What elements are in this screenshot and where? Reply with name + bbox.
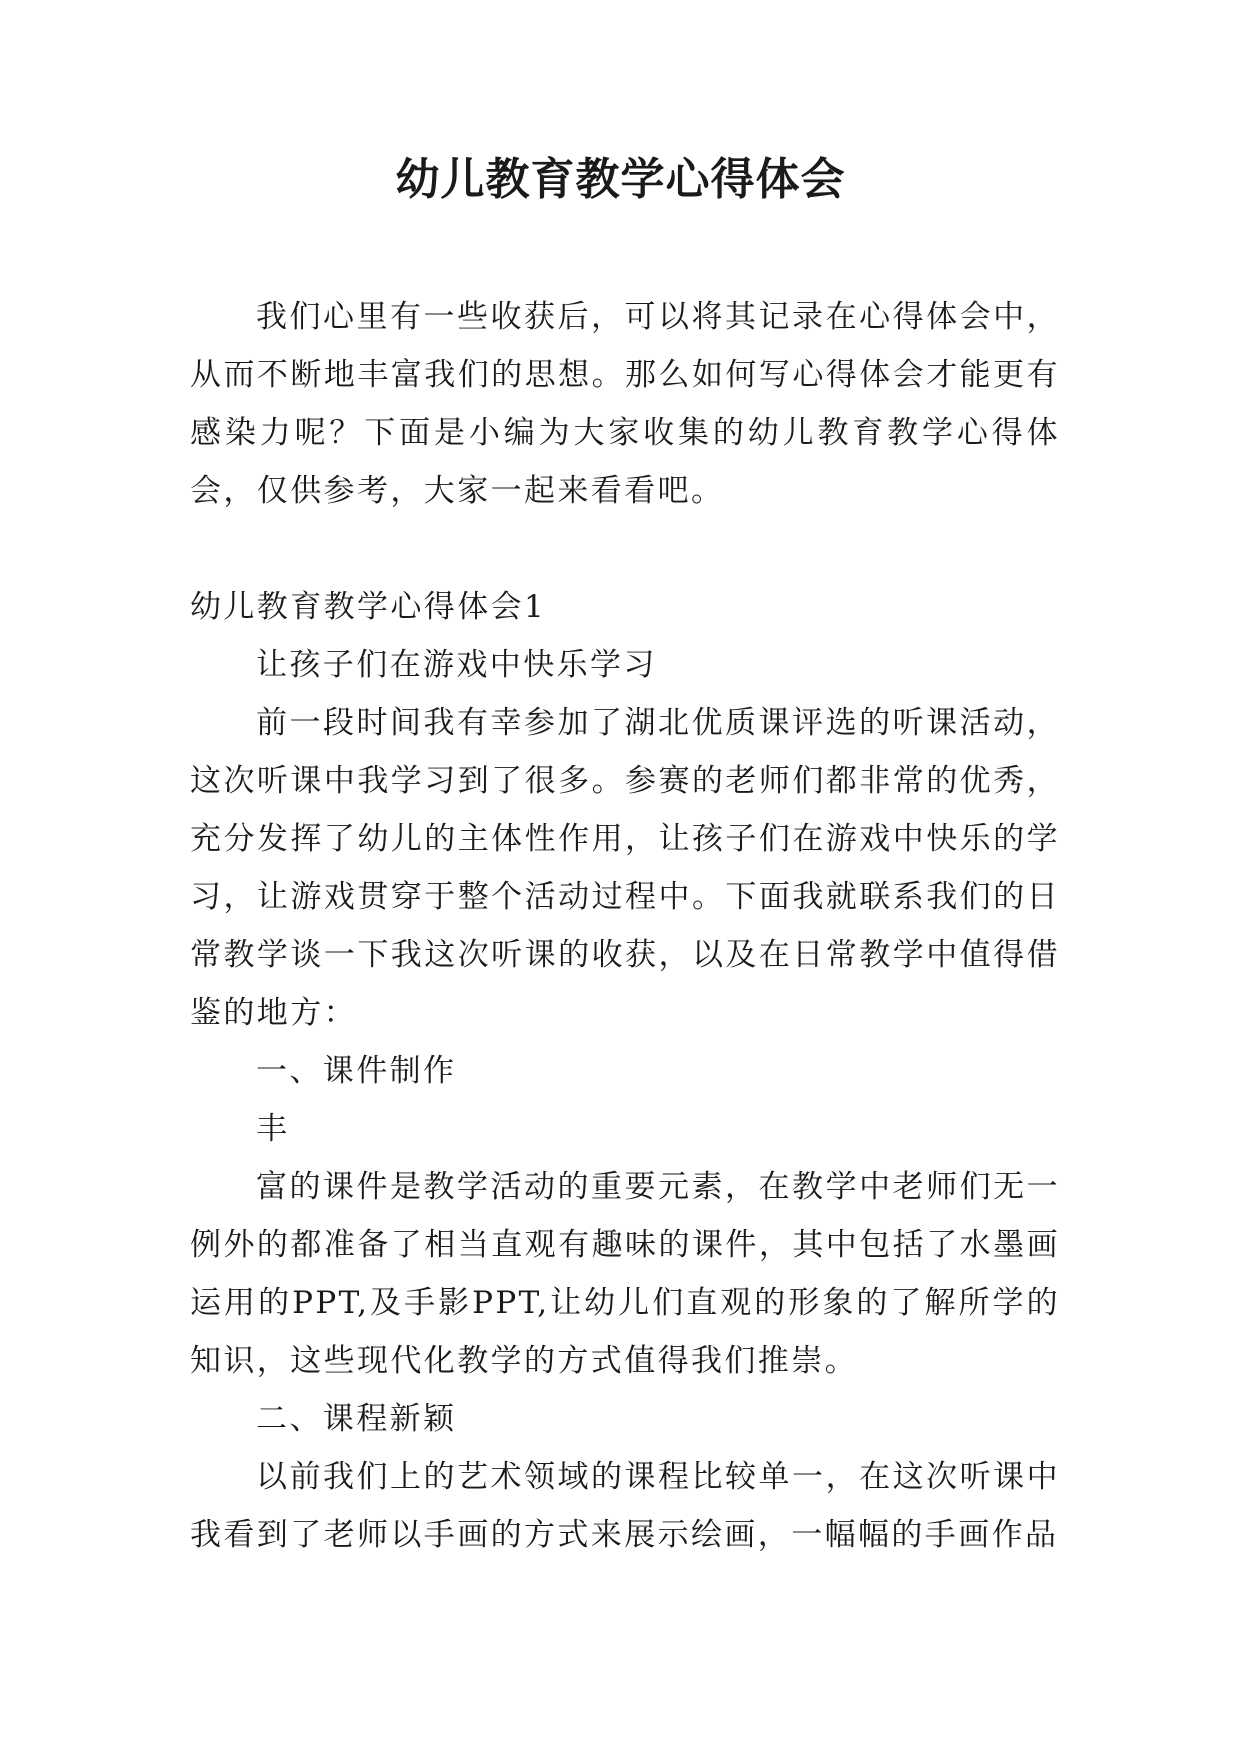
body-paragraph-1: 前一段时间我有幸参加了湖北优质课评选的听课活动，这次听课中我学习到了很多。参赛的老师们都非常的优秀，充分发挥了幼儿的主体性作用，让孩子们在游戏中快乐的学习，让游戏贯穿于整个活动过程中。下面我就联系我们的日常教学谈一下我这次听课的收获，以及在日常教学中值得借鉴的地方：	[190, 705, 1060, 1031]
intro-paragraph: 我们心里有一些收获后，可以将其记录在心得体会中，从而不断地丰富我们的思想。那么如何写心得体会才能更有感染力呢？下面是小编为大家收集的幼儿教育教学心得体会，仅供参考，大家一起来看看吧。	[190, 299, 1060, 509]
document-body	[190, 288, 1060, 1564]
document-title: 幼儿教育教学心得体会	[395, 154, 846, 205]
point-1-heading: 一、课件制作	[256, 1053, 457, 1089]
point-2-paragraph: 以前我们上的艺术领域的课程比较单一，在这次听课中我看到了老师以手画的方式来展示绘画，一幅幅的手画作品	[190, 1459, 1060, 1553]
point-1-paragraph: 富的课件是教学活动的重要元素，在教学中老师们无一例外的都准备了相当直观有趣味的课件，其中包括了水墨画运用的PPT,及手影PPT,让幼儿们直观的形象的了解所学的知识，这些现代化教学的方式值得我们推崇。	[190, 1169, 1060, 1379]
section-subtitle: 让孩子们在游戏中快乐学习	[256, 647, 657, 683]
paragraph-gap	[190, 520, 1060, 578]
section-heading: 幼儿教育教学心得体会1	[190, 589, 547, 625]
point-2-heading: 二、课程新颖	[256, 1401, 457, 1437]
point-1-fragment: 丰	[256, 1111, 290, 1147]
